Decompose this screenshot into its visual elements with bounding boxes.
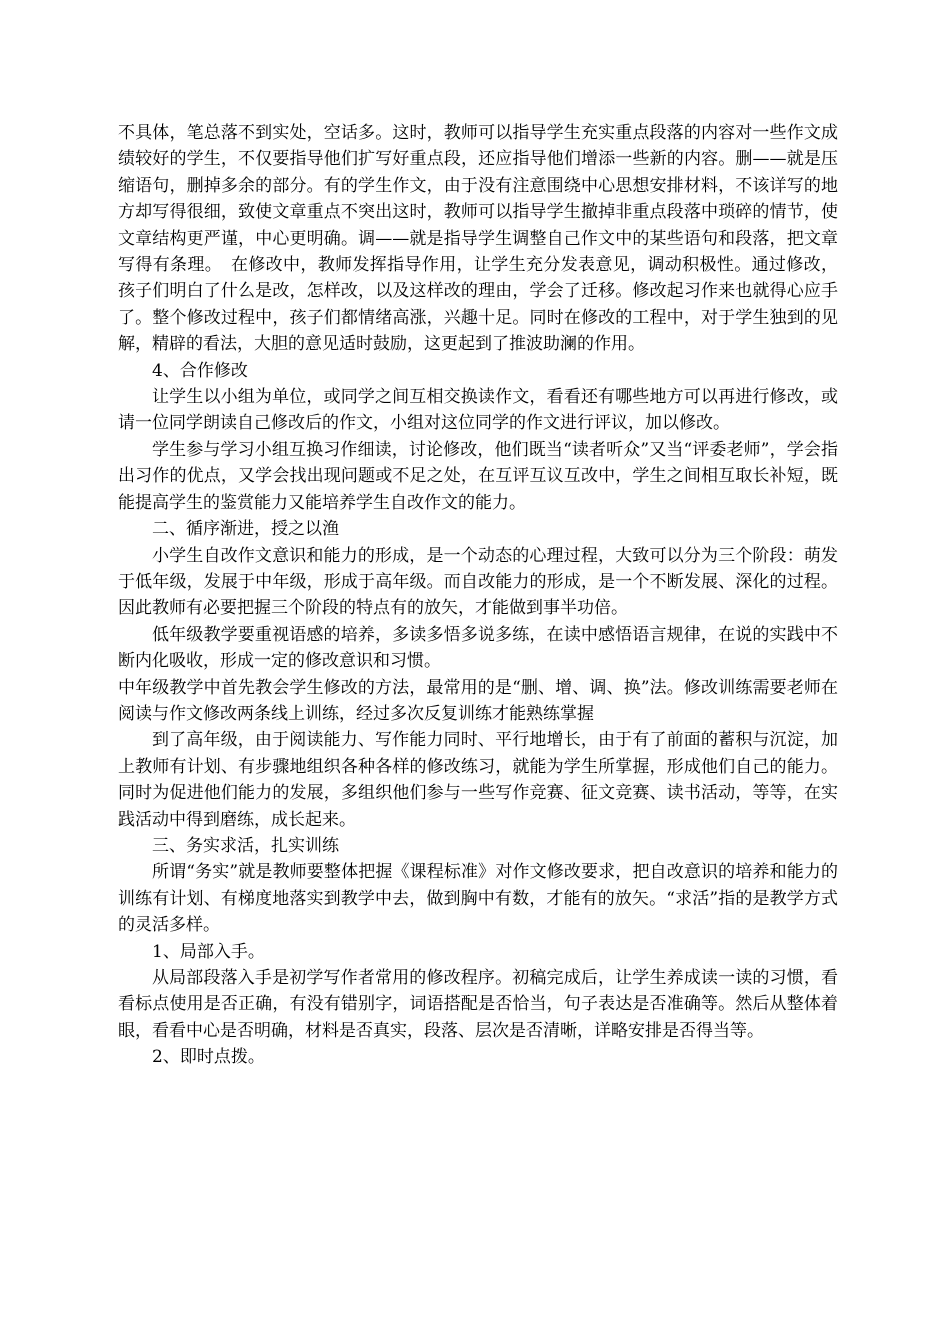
paragraph-local-revision: 从局部段落入手是初学写作者常用的修改程序。初稿完成后，让学生养成读一读的习惯，看看标点使用是否正确，有没有错别字，词语搭配是否恰当，句子表达是否准确等。然后从整体着眼，看看中心是否明确，材料是否真实，段落、层次是否清晰，详略安排是否得当等。 [118, 968, 838, 1041]
paragraph-revision-methods: 不具体，笔总落不到实处，空话多。这时，教师可以指导学生充实重点段落的内容对一些作文成绩较好的学生，不仅要指导他们扩写好重点段，还应指导他们增添一些新的内容。删——就是压缩语句，删掉多余的部分。有的学生作文，由于没有注意围绕中心思想安排材料，不该详写的地方却写得很细，致使文章重点不突出这时，教师可以指导学生撤掉非重点段落中琐碎的情节，使文章结构更严谨，中心更明确。调——就是指导学生调整自己作文中的某些语句和段落，把文章写得有条理。 在修改中，教师发挥指导作用，让学生充分发表意见，调动积极性。通过修改，孩子们明白了什么是改，怎样改，以及这样改的理由，学会了迁移。修改起习作来也就得心应手了。整个修改过程中，孩子们都情绪高涨，兴趣十足。同时在修改的工程中，对于学生独到的见解，精辟的看法，大胆的意见适时鼓励，这更起到了推波助澜的作用。 [118, 123, 838, 355]
heading-step-by-step: 二、循序渐进，授之以渔 [152, 519, 339, 540]
paragraph-lower-grades: 低年级教学要重视语感的培养，多读多悟多说多练，在读中感悟语言规律，在说的实践中不断内化吸收，形成一定的修改意识和习惯。 [118, 624, 838, 672]
paragraph-middle-grades: 中年级教学中首先教会学生修改的方法，最常用的是“删、增、调、换”法。修改训练需要老师在阅读与作文修改两条线上训练，经过多次反复训练才能熟练掌握 [118, 677, 838, 724]
paragraph-upper-grades: 到了高年级，由于阅读能力、写作能力同时、平行地增长，由于有了前面的蓄积与沉淀，加上教师有计划、有步骤地组织各种各样的修改练习，就能为学生所掌握，形成他们自己的能力。同时为促进他们能力的发展，多组织他们参与一些写作竞赛、征文竞赛、读书活动，等等，在实践活动中得到磨练，成长起来。 [118, 730, 838, 830]
paragraph-group-exchange: 让学生以小组为单位，或同学之间互相交换读作文，看看还有哪些地方可以再进行修改，或请一位同学朗读自己修改后的作文，小组对这位同学的作文进行评议，加以修改。 [118, 387, 838, 434]
paragraph-peer-review: 学生参与学习小组互换习作细读，讨论修改，他们既当“读者听众”又当“评委老师”，学会指出习作的优点，又学会找出现问题或不足之处，在互评互议互改中，学生之间相互取长补短，既能提高学生的鉴赏能力又能培养学生自改作文的能力。 [118, 439, 838, 513]
heading-practical-training: 三、务实求活，扎实训练 [152, 835, 339, 856]
document-body [118, 120, 838, 1071]
heading-local-start: 1、局部入手。 [152, 941, 265, 962]
heading-timely-guidance: 2、即时点拨。 [152, 1047, 265, 1068]
paragraph-practical-definition: 所谓“务实”就是教师要整体把握《课程标准》对作文修改要求，把自改意识的培养和能力的训练有计划、有梯度地落实到教学中去，做到胸中有数，才能有的放矢。“求活”指的是教学方式的灵活多样。 [118, 862, 838, 936]
paragraph-three-stages: 小学生自改作文意识和能力的形成，是一个动态的心理过程，大致可以分为三个阶段：萌发于低年级，发展于中年级，形成于高年级。而自改能力的形成，是一个不断发展、深化的过程。因此教师有必要把握三个阶段的特点有的放矢，才能做到事半功倍。 [118, 545, 838, 619]
heading-cooperative-revision: 4、合作修改 [152, 360, 248, 381]
